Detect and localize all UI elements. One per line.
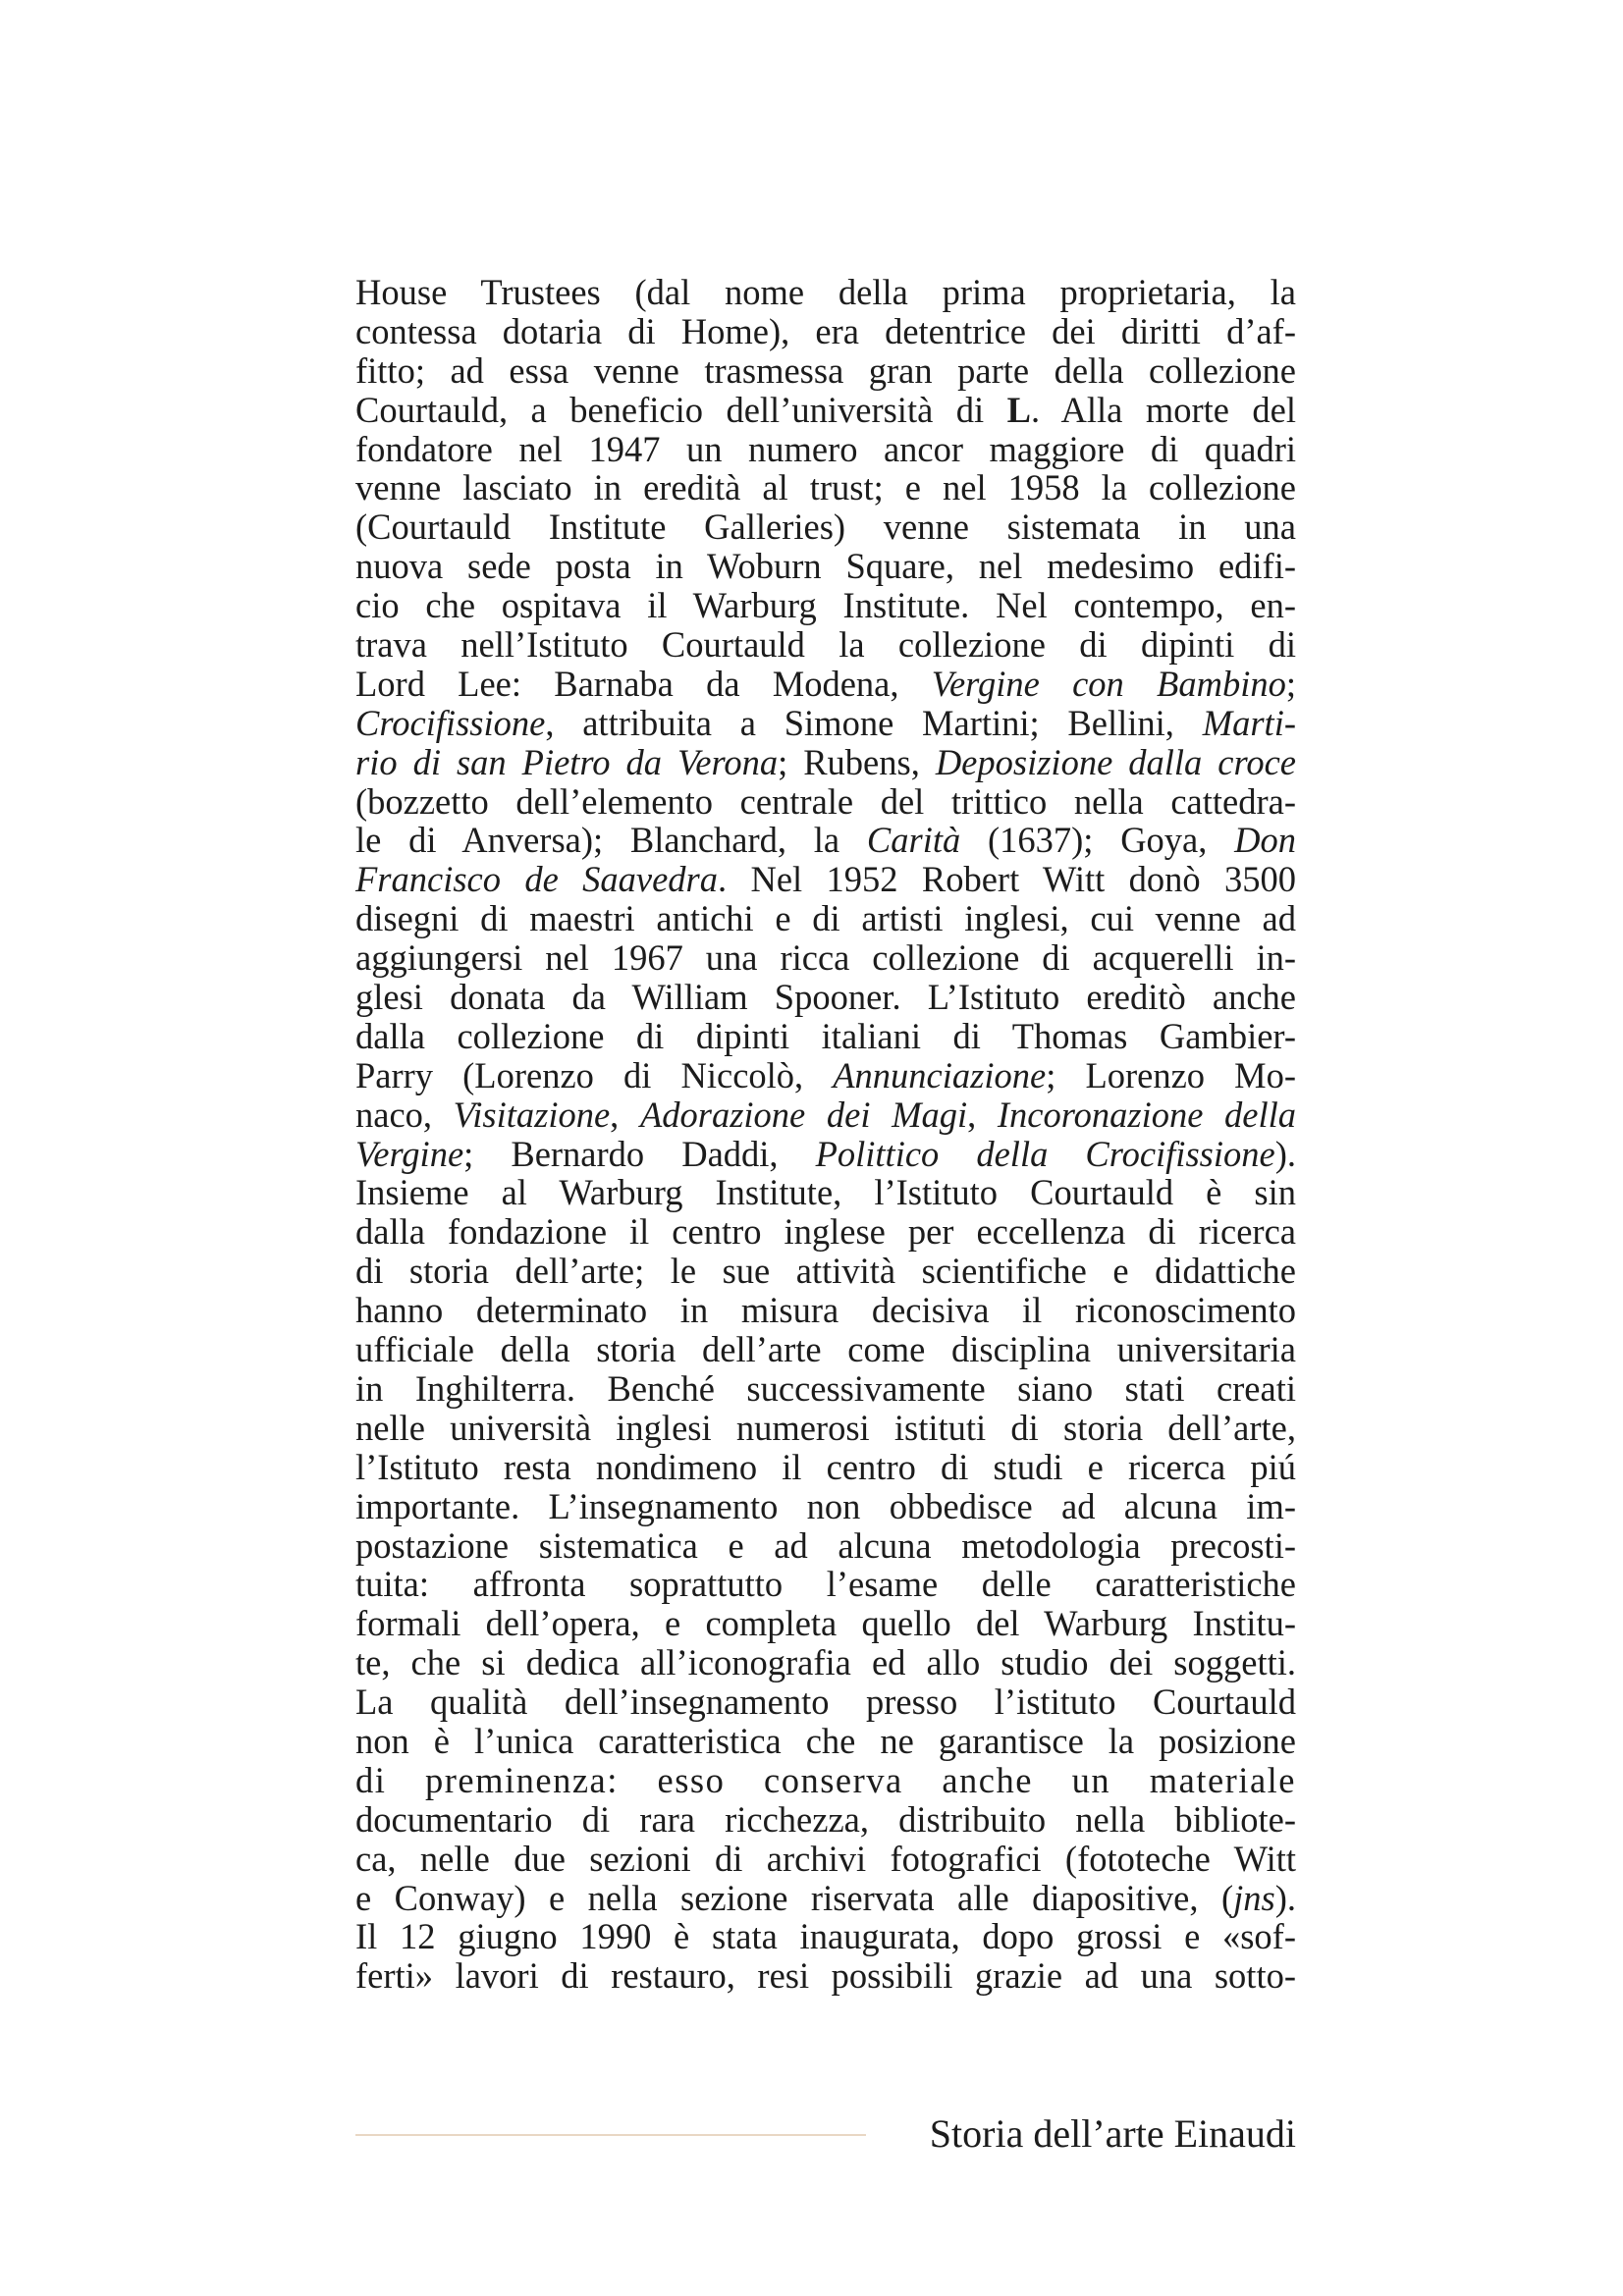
text-run: di storia dell’arte; le sue attività scientifiche e didattiche — [355, 1251, 1296, 1292]
text-line — [355, 507, 1296, 547]
text-run: ; Lorenzo Mo- — [1046, 1054, 1296, 1095]
text-line — [355, 1252, 1296, 1291]
italic-run: jns — [1233, 1877, 1275, 1918]
text-run: glesi donata da William Spooner. L’Istituto ereditò anche — [355, 977, 1296, 1018]
italic-run: Don — [1234, 820, 1297, 861]
text-line — [355, 468, 1296, 507]
body-text — [355, 273, 1296, 1996]
text-line — [355, 1917, 1296, 1956]
text-run: ). — [1274, 1133, 1296, 1174]
text-run: postazione sistematica e ad alcuna metodologia precosti- — [355, 1524, 1296, 1566]
text-run: Parry (Lorenzo di Niccolò, — [355, 1054, 834, 1095]
text-run: , — [610, 1094, 640, 1135]
text-line — [355, 821, 1296, 860]
bold-run: L — [1006, 389, 1031, 430]
text-run: Insieme al Warburg Institute, l’Istituto Courtauld è sin — [355, 1172, 1296, 1213]
italic-run: Carità — [866, 820, 961, 861]
text-run: e Conway) e nella sezione riservata alle diapositive, ( — [355, 1877, 1234, 1918]
text-run: aggiungersi nel 1967 una ricca collezione di acquerelli in- — [355, 937, 1296, 979]
text-line — [355, 665, 1296, 704]
text-line — [355, 1330, 1296, 1369]
text-line — [355, 1800, 1296, 1840]
text-run: . Nel 1952 Robert Witt donò 3500 — [718, 859, 1296, 900]
text-line — [355, 938, 1296, 978]
text-run: fitto; ad essa venne trasmessa gran parte della collezione — [355, 349, 1296, 391]
text-line — [355, 1840, 1296, 1879]
text-line — [355, 1879, 1296, 1918]
text-line — [355, 273, 1296, 312]
text-line — [355, 1487, 1296, 1526]
text-line — [355, 1643, 1296, 1682]
italic-run: Francisco de Saavedra — [355, 859, 718, 900]
text-run: in Inghilterra. Benché successivamente siano stati creati — [355, 1367, 1296, 1409]
text-run: ; Rubens, — [778, 741, 936, 782]
footer-rule — [355, 2134, 866, 2136]
text-line — [355, 1682, 1296, 1722]
text-line — [355, 1135, 1296, 1174]
text-run: nuova sede posta in Woburn Square, nel medesimo edifi- — [355, 546, 1296, 587]
text-run: (Courtauld Institute Galleries) venne sistemata in una — [355, 507, 1296, 548]
text-line — [355, 1056, 1296, 1095]
text-run: non è l’unica caratteristica che ne garantisce la posizione — [355, 1720, 1296, 1761]
text-line — [355, 312, 1296, 351]
text-line — [355, 1095, 1296, 1135]
text-run: nelle università inglesi numerosi istituti di storia dell’arte, — [355, 1407, 1296, 1448]
text-line — [355, 978, 1296, 1017]
text-run: ca, nelle due sezioni di archivi fotografici (fototeche Witt — [355, 1838, 1296, 1879]
text-line — [355, 1173, 1296, 1212]
text-run: disegni di maestri antichi e di artisti inglesi, cui venne ad — [355, 898, 1296, 939]
text-run: contessa dotaria di Home), era detentrice dei diritti d’af- — [355, 310, 1296, 351]
italic-run: Annunciazione — [833, 1054, 1047, 1095]
text-run: tuita: affronta soprattutto l’esame delle caratteristiche — [355, 1564, 1296, 1605]
text-line — [355, 1722, 1296, 1761]
text-run: (1637); Goya, — [960, 820, 1235, 861]
text-run: ; Bernardo Daddi, — [463, 1133, 816, 1174]
text-run: , — [967, 1094, 998, 1135]
text-line — [355, 1448, 1296, 1487]
italic-run: Deposizione dalla croce — [935, 741, 1296, 782]
text-run: l’Istituto resta nondimeno il centro di studi e ricerca piú — [355, 1446, 1296, 1487]
text-run: di preminenza: esso conserva anche un materiale — [355, 1759, 1296, 1800]
text-run: formali dell’opera, e completa quello del Warburg Institu- — [355, 1603, 1296, 1644]
text-line — [355, 586, 1296, 625]
text-run: . Alla morte del — [1030, 389, 1296, 430]
italic-run: Vergine con Bambino — [931, 663, 1286, 704]
text-run: importante. L’insegnamento non obbedisce ad alcuna im- — [355, 1485, 1296, 1526]
italic-run: Visitazione — [453, 1094, 611, 1135]
text-line — [355, 743, 1296, 782]
text-run: Courtauld, a beneficio dell’università di — [355, 389, 1007, 430]
text-run: dalla collezione di dipinti italiani di Thomas Gambier- — [355, 1015, 1296, 1056]
text-line — [355, 704, 1296, 743]
text-line — [355, 547, 1296, 586]
italic-run: Incoronazione della — [997, 1094, 1297, 1135]
italic-run: Vergine — [355, 1133, 464, 1174]
text-run: ; — [1285, 663, 1296, 704]
text-line — [355, 1017, 1296, 1056]
text-run: La qualità dell’insegnamento presso l’istituto Courtauld — [355, 1682, 1296, 1723]
italic-run: Polittico della Crocifissione — [815, 1133, 1275, 1174]
text-line — [355, 1212, 1296, 1252]
text-line — [355, 1369, 1296, 1409]
text-run: House Trustees (dal nome della prima proprietaria, la — [355, 272, 1296, 312]
text-line — [355, 625, 1296, 665]
text-run: hanno determinato in misura decisiva il riconoscimento — [355, 1290, 1296, 1331]
text-line — [355, 1604, 1296, 1643]
text-line — [355, 1565, 1296, 1604]
text-line — [355, 899, 1296, 938]
text-line — [355, 391, 1296, 430]
footer-title: Storia dell’arte Einaudi — [929, 2111, 1296, 2156]
text-line — [355, 430, 1296, 469]
text-line — [355, 860, 1296, 899]
text-run: ferti» lavori di restauro, resi possibili grazie ad una sotto- — [355, 1955, 1296, 1997]
text-run: le di Anversa); Blanchard, la — [355, 820, 867, 861]
text-line — [355, 351, 1296, 391]
text-run: , attribuita a Simone Martini; Bellini, — [545, 702, 1203, 743]
italic-run: Marti- — [1202, 702, 1296, 743]
text-line — [355, 1526, 1296, 1566]
italic-run: rio di san Pietro da Verona — [355, 741, 779, 782]
text-run: fondatore nel 1947 un numero ancor maggiore di quadri — [355, 428, 1296, 469]
text-run: ). — [1274, 1877, 1296, 1918]
text-run: documentario di rara ricchezza, distribuito nella bibliote- — [355, 1798, 1296, 1840]
italic-run: Adorazione dei Magi — [639, 1094, 968, 1135]
text-run: (bozzetto dell’elemento centrale del trittico nella cattedra- — [355, 780, 1296, 822]
text-run: naco, — [355, 1094, 454, 1135]
text-line — [355, 1291, 1296, 1330]
text-line — [355, 1409, 1296, 1448]
italic-run: Crocifissione — [355, 702, 546, 743]
text-line — [355, 1761, 1296, 1800]
text-run: te, che si dedica all’iconografia ed allo studio dei soggetti. — [355, 1642, 1296, 1683]
text-line — [355, 1956, 1296, 1996]
text-line — [355, 782, 1296, 822]
text-run: cio che ospitava il Warburg Institute. Nel contempo, en- — [355, 585, 1296, 626]
text-run: Il 12 giugno 1990 è stata inaugurata, dopo grossi e «sof- — [355, 1916, 1296, 1957]
text-run: Lord Lee: Barnaba da Modena, — [355, 663, 932, 704]
text-run: ufficiale della storia dell’arte come disciplina universitaria — [355, 1329, 1296, 1370]
text-run: dalla fondazione il centro inglese per eccellenza di ricerca — [355, 1211, 1296, 1253]
text-run: venne lasciato in eredità al trust; e nel 1958 la collezione — [355, 467, 1296, 508]
text-run: trava nell’Istituto Courtauld la collezione di dipinti di — [355, 624, 1296, 666]
